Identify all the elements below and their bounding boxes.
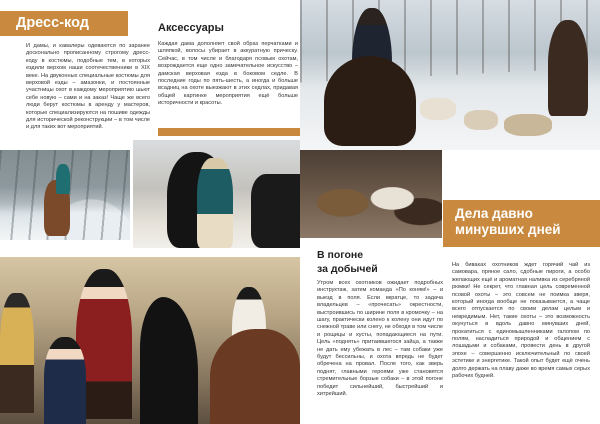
hound-1-figure: [420, 98, 456, 120]
riders-group-photo: [0, 257, 300, 424]
headline-line-2: минувших дней: [455, 222, 561, 237]
hunt-snow-field-photo: [300, 0, 600, 150]
rider-left-figure: [0, 293, 34, 413]
hound-2-figure: [464, 110, 498, 130]
accessories-title: Аксессуары: [158, 22, 224, 34]
rider-winter-forest-photo: [0, 150, 130, 240]
lady-with-horse-photo: [133, 140, 300, 248]
rider-figure: [56, 164, 70, 194]
headline-banner: [443, 200, 600, 247]
pursuit-title: [317, 248, 378, 276]
brown-horse-figure: [210, 329, 300, 424]
pursuit-title-line-2: за добычей: [317, 263, 378, 275]
pursuit-text-continued: На биваках охотников ждет горячий чай из самовара, пряное сало, сдобные пироги, а особо желающих ещё и ароматная наливка из серебряной рюмки! Не секрет, что главная цель современной псовой охоты – это совсем не поимка зверя, который иногда вообще не показывается, а чаще всего отпускается по своим делам целым и невредимым. Нет, такие охоты – это возможность окунуться в вдоль давно минувших дней, прокатиться с единомышленниками галопом по полям, насладиться природой и общением с лошадьми и собаками, провести день в другой эпохе – совершенно исключительный по своей эстетике и энергетике. Такой опыт будет ещё очень долго держать на плаву даже во время самых серых рабочих будней.: [452, 262, 590, 380]
dress-code-title: Дресс-код: [16, 15, 89, 31]
rider-right-figure: [548, 20, 588, 116]
dress-code-title-banner: [0, 11, 128, 36]
accessories-text: Каждая дама дополняет свой образ перчатками и шляпкой, волосы убирает в аккуратную прическу. Сейчас, в том числе и благодаря псовым охотам, возрождается еще одно замечательное искусство – дамская верховая езда в боковом седле. В последние годы по пять-шесть, а иногда и больше всадниц на охоте выезжают в этих седлах, придавая общей картинке мероприятия ещё больше историчности и красоты.: [158, 41, 298, 107]
lead-horse-figure: [324, 56, 416, 146]
saddle-horse-figure: [251, 174, 300, 248]
pursuit-text: Утром всех охотников ожидает подробных инструктаж, затем команда «По коням!» – и выезд в поля. Если вкратце, то задача владельцев – «прочесать» окрестности, выстроившись по ширине поля в кромочку – на шагу, практически колено к колену они идут по снежной траве или снегу, не обходя в том числе и рощицы и кусты, попадающиеся на пути. Цель «поднять» притаившегося зайца, а также не дать ему убежать в лес – там собаки уже будут бессильны, и охота впредь не будет обречена на провал. После того, как зверь поднят, главными героями уже становятся стремительные борзые собаки – в этой погоне победит сильнейший, быстрейший и хитрейший.: [317, 280, 443, 398]
headline-line-1: Дела давно: [455, 206, 533, 221]
hound-3-figure: [504, 114, 552, 136]
lady-figure: [197, 158, 233, 248]
rider-blue-coat-figure: [44, 337, 86, 424]
hounds-photo: [300, 150, 442, 238]
dress-code-text: И дамы, и кавалеры одеваются по заранее досконально прописанному строгому дресс-коду в костюмы, подобные тем, в которых ездили верхом наши соотечественники в XIX веке. На двуконных специальные костюмы для верховой езды – амазонки, и постоянные участницы охот в каждому мероприятию шьют себе новую – сами и на заказ! Чаще же всего люди берут костюмы в аренду у мастеров, которые специализируются на пошиве одежды для исторической реконструкции – в том числе и для таких вот мероприятий.: [26, 43, 150, 131]
pursuit-title-line-1: В погоне: [317, 249, 364, 261]
black-horse-head-figure: [140, 297, 198, 424]
accessories-accent-rule: [158, 128, 300, 136]
